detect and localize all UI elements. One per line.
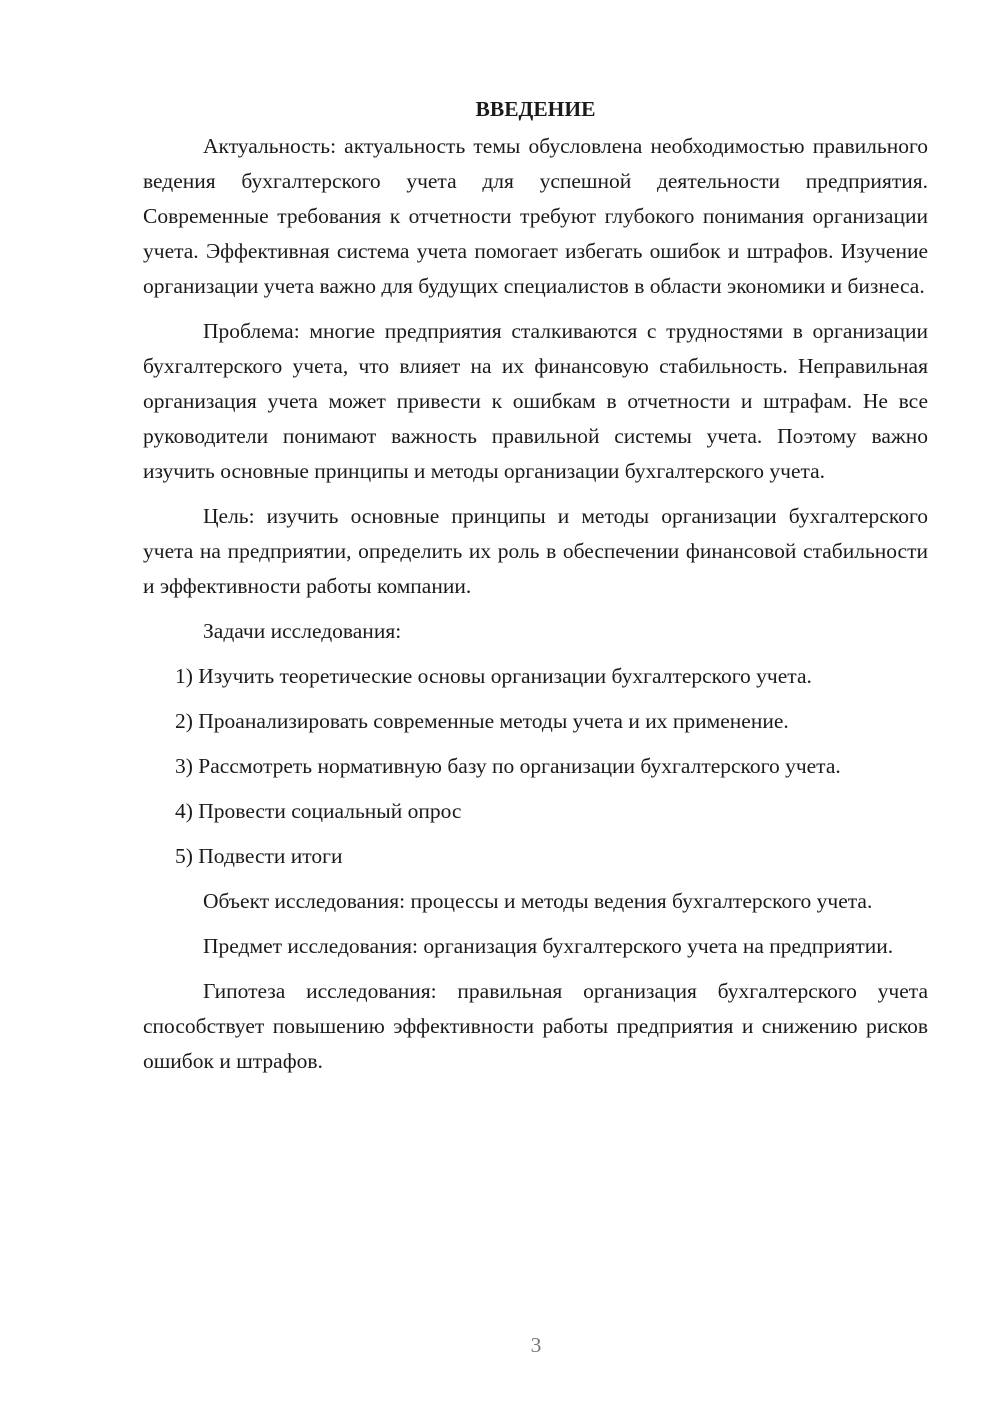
paragraph-subject: Предмет исследования: организация бухгалтерского учета на предприятии. — [203, 934, 894, 958]
document-page — [143, 92, 928, 1089]
paragraph-object: Объект исследования: процессы и методы ведения бухгалтерского учета. — [203, 889, 873, 913]
paragraph-problem: Проблема: многие предприятия сталкиваются с трудностями в организации бухгалтерского учета, что влияет на их финансовую стабильность. Неправильная организация учета может привести к ошибкам в отчетности и штрафам. Не все руководители понимают важность правильной системы учета. Поэтому важно изучить основные принципы и методы организации бухгалтерского учета. — [143, 319, 928, 483]
paragraph-relevance: Актуальность: актуальность темы обусловлена необходимостью правильного ведения бухгалтерского учета для успешной деятельности предприятия. Современные требования к отчетности требуют глубокого понимания организации учета. Эффективная система учета помогает избегать ошибок и штрафов. Изучение организации учета важно для будущих специалистов в области экономики и бизнеса. — [143, 134, 928, 298]
list-item: 2) Проанализировать современные методы учета и их применение. — [175, 709, 789, 733]
list-item: 5) Подвести итоги — [175, 844, 343, 868]
paragraph-goal: Цель: изучить основные принципы и методы организации бухгалтерского учета на предприятии, определить их роль в обеспечении финансовой стабильности и эффективности работы компании. — [143, 504, 928, 598]
list-item: 4) Провести социальный опрос — [175, 799, 462, 823]
list-item: 1) Изучить теоретические основы организации бухгалтерского учета. — [175, 664, 812, 688]
tasks-list — [143, 659, 928, 874]
tasks-heading: Задачи исследования: — [203, 619, 402, 643]
paragraph-hypothesis: Гипотеза исследования: правильная организация бухгалтерского учета способствует повышению эффективности работы предприятия и снижению рисков ошибок и штрафов. — [143, 979, 928, 1073]
page-number: 3 — [530, 1333, 542, 1357]
section-title: ВВЕДЕНИЕ — [475, 97, 596, 121]
list-item: 3) Рассмотреть нормативную базу по организации бухгалтерского учета. — [175, 754, 841, 778]
